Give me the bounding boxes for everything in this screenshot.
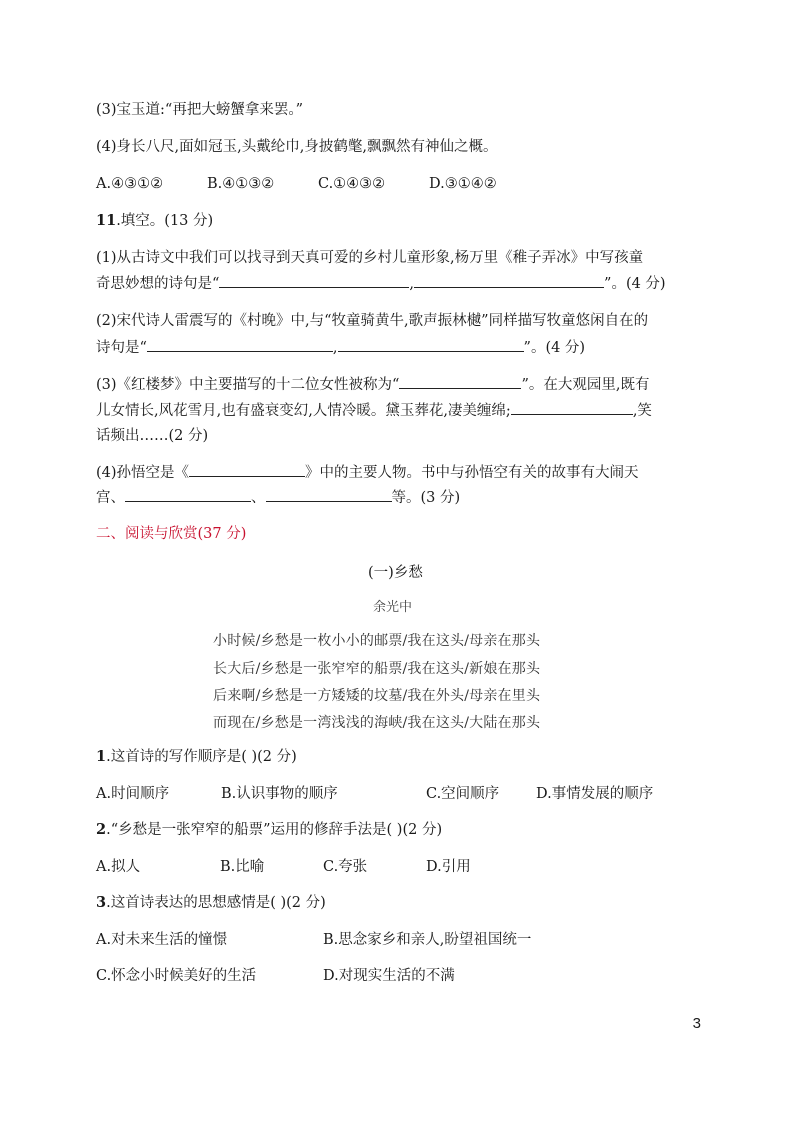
option-c: C.夸张 [323,859,368,875]
q11-part3-suffix: ”。在大观园里,既有 [521,377,650,393]
q11-part2-line1: (2)宋代诗人雷震写的《村晚》中,与“牧童骑黄牛,歌声振林樾”同样描写牧童悠闲自在的 [96,313,649,329]
q11-number: 11 [96,212,117,229]
poem-line: 而现在/乡愁是一湾浅浅的海峡/我在这头/大陆在那头 [213,715,541,731]
q11-part3-line2-prefix: 儿女情长,风花雪月,也有盛衰变幻,人情冷暖。黛玉葬花,凄美缠绵; [96,403,511,419]
option-c: C.怀念小时候美好的生活 [96,968,257,984]
question-number: 2 [96,821,107,838]
question-number: 1 [96,748,107,765]
page-number: 3 [692,1015,701,1032]
question-text: .这首诗表达的思想感情是( )(2 分) [106,895,326,911]
comma: , [409,276,415,292]
separator: 、 [251,490,266,506]
q10-item-4: (4)身长八尺,面如冠玉,头戴纶巾,身披鹤氅,飘飘然有神仙之概。 [96,139,498,155]
q11-part1-prefix: 奇思妙想的诗句是“ [96,276,220,292]
q11-title [96,211,213,231]
option-a: A.时间顺序 [96,786,170,802]
poem-line: 小时候/乡愁是一枚小小的邮票/我在这头/母亲在那头 [213,633,541,649]
option-b: B.思念家乡和亲人,盼望祖国统一 [323,932,532,948]
option-d: D.事情发展的顺序 [536,786,654,802]
q11-part3-prefix: (3)《红楼梦》中主要描写的十二位女性被称为“ [96,377,400,393]
q11-title-text: .填空。(13 分) [116,213,214,229]
answer-blank[interactable] [147,337,333,352]
q10-item-3: (3)宝玉道:“再把大螃蟹拿来罢。” [96,102,303,118]
reading-q3 [96,893,326,913]
answer-blank[interactable] [219,273,409,288]
q11-part4-prefix: (4)孙悟空是《 [96,465,190,481]
question-text: .这首诗的写作顺序是( )(2 分) [106,749,297,765]
reading-q1 [96,747,297,767]
q11-part3-line1 [96,374,649,395]
q11-part4-line2-suffix: 等。(3 分) [391,490,461,506]
answer-blank[interactable] [399,374,521,389]
option-c: C.空间顺序 [426,786,500,802]
q10-option-b: B.④①③② [207,176,275,192]
option-d: D.对现实生活的不满 [323,968,455,984]
reading-q3-options-row1 [96,930,531,950]
q11-part2-prefix: 诗句是“ [96,340,147,356]
question-number: 3 [96,894,107,911]
option-a: A.拟人 [96,859,141,875]
reading-q2-options [96,857,471,877]
q10-option-d: D.③①④② [429,176,497,192]
poem-line: 长大后/乡愁是一张窄窄的船票/我在这头/新娘在那头 [213,661,541,677]
q11-part3-line2-suffix: ,笑 [632,403,652,419]
section-heading: 二、阅读与欣赏(37 分) [96,526,247,542]
poem-line: 后来啊/乡愁是一方矮矮的坟墓/我在外头/母亲在里头 [213,688,541,704]
answer-blank[interactable] [511,400,633,415]
q11-part1-line2 [96,273,666,294]
reading-q2 [96,820,442,840]
q10-option-c: C.①④③② [318,176,386,192]
q11-part1-suffix: ”。(4 分) [604,276,666,292]
q11-part4-line1 [96,462,639,483]
option-a: A.对未来生活的憧憬 [96,932,228,948]
q11-part3-line2 [96,400,652,421]
q11-part4-line2 [96,487,460,508]
q11-part2-suffix: ”。(4 分) [523,340,586,356]
comma: , [332,340,338,356]
answer-blank[interactable] [266,487,392,502]
answer-blank[interactable] [338,337,524,352]
q11-part3-line3: 话频出……(2 分) [96,428,209,444]
question-text: .“乡愁是一张窄窄的船票”运用的修辞手法是( )(2 分) [106,822,443,838]
q10-options [96,174,497,194]
reading-q3-options-row2 [96,966,455,986]
answer-blank[interactable] [125,487,251,502]
poem-author: 余光中 [373,600,413,615]
answer-blank[interactable] [414,273,604,288]
option-b: B.认识事物的顺序 [221,786,338,802]
q11-part4-suffix: 》中的主要人物。书中与孙悟空有关的故事有大闹天 [305,465,639,481]
q11-part4-line2-prefix: 宫、 [96,490,125,506]
option-d: D.引用 [426,859,471,875]
poem-title: (一)乡愁 [368,565,423,581]
q10-option-a: A.④③①② [96,176,164,192]
answer-blank[interactable] [189,462,305,477]
reading-q1-options [96,784,653,804]
q11-part1-line1: (1)从古诗文中我们可以找寻到天真可爱的乡村儿童形象,杨万里《稚子弄冰》中写孩童 [96,250,644,266]
option-b: B.比喻 [220,859,265,875]
q11-part2-line2 [96,337,585,358]
